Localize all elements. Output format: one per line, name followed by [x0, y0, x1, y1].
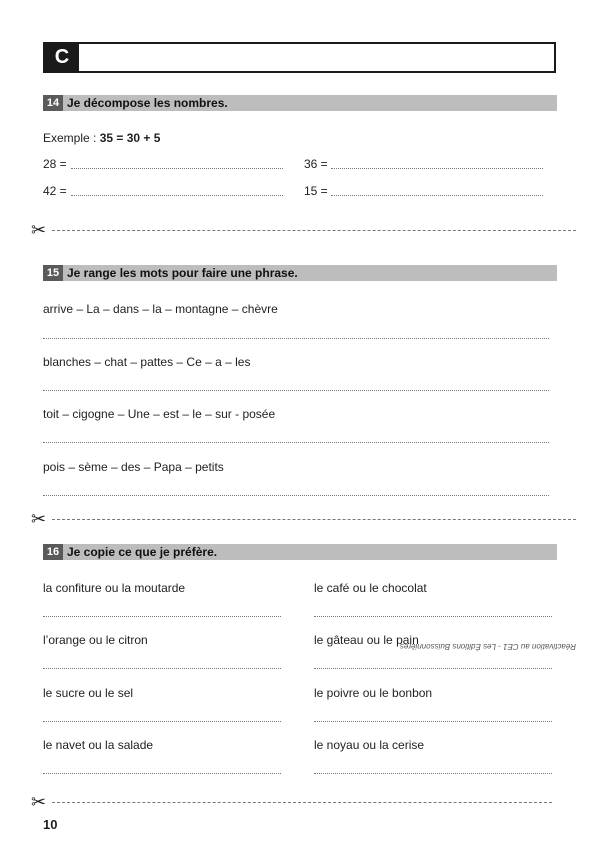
- answer-line[interactable]: [314, 721, 552, 722]
- example-label: Exemple :: [43, 131, 100, 145]
- example-value: 35 = 30 + 5: [99, 131, 161, 145]
- word-list: pois – sème – des – Papa – petits: [43, 460, 224, 474]
- choice-pair: le sucre ou le sel: [43, 686, 134, 700]
- answer-line[interactable]: [43, 338, 549, 339]
- answer-line[interactable]: [43, 495, 549, 496]
- answer-line[interactable]: [331, 168, 543, 169]
- cut-line: [52, 802, 552, 803]
- exercise-16-header: [43, 544, 557, 560]
- answer-line[interactable]: [314, 668, 552, 669]
- answer-line[interactable]: [314, 616, 552, 617]
- example-line: [43, 131, 160, 145]
- answer-line[interactable]: [43, 390, 549, 391]
- choice-pair: le café ou le chocolat: [314, 581, 427, 595]
- decompose-label-42: 42 =: [43, 184, 67, 198]
- answer-line[interactable]: [71, 168, 283, 169]
- section-header-box: [43, 42, 556, 73]
- decompose-label-28: 28 =: [43, 157, 67, 171]
- choice-pair: la confiture ou la moutarde: [43, 581, 186, 595]
- exercise-title: Je décompose les nombres.: [67, 96, 228, 110]
- answer-line[interactable]: [43, 616, 281, 617]
- decompose-label-15: 15 =: [304, 184, 328, 198]
- scissors-icon: ✂: [31, 792, 47, 812]
- choice-pair: le navet ou la salade: [43, 738, 154, 752]
- scissors-icon: ✂: [31, 220, 47, 240]
- answer-line[interactable]: [43, 668, 281, 669]
- word-list: toit – cigogne – Une – est – le – sur - posée: [43, 407, 276, 421]
- choice-pair: l’orange ou le citron: [43, 633, 148, 647]
- exercise-number: 16: [43, 544, 63, 560]
- scissors-icon: ✂: [31, 509, 47, 529]
- answer-line[interactable]: [43, 773, 281, 774]
- choice-pair: le poivre ou le bonbon: [314, 686, 433, 700]
- choice-pair: le noyau ou la cerise: [314, 738, 425, 752]
- exercise-title: Je copie ce que je préfère.: [67, 545, 218, 559]
- answer-line[interactable]: [43, 442, 549, 443]
- publisher-note: Réactivation au CE1 - Les Éditions Buissonnières: [399, 642, 576, 651]
- exercise-title: Je range les mots pour faire une phrase.: [67, 266, 298, 280]
- exercise-number: 14: [43, 95, 63, 111]
- cut-line: [52, 230, 576, 231]
- exercise-14-header: [43, 95, 557, 111]
- answer-line[interactable]: [331, 195, 543, 196]
- answer-line[interactable]: [71, 195, 283, 196]
- decompose-label-36: 36 =: [304, 157, 328, 171]
- choice-pair: le gâteau ou le pain: [314, 633, 419, 647]
- word-list: blanches – chat – pattes – Ce – a – les: [43, 355, 251, 369]
- cut-line: [52, 519, 576, 520]
- answer-line[interactable]: [43, 721, 281, 722]
- section-letter: C: [45, 44, 79, 71]
- exercise-number: 15: [43, 265, 63, 281]
- word-list: arrive – La – dans – la – montagne – chèvre: [43, 302, 278, 316]
- exercise-15-header: [43, 265, 557, 281]
- answer-line[interactable]: [314, 773, 552, 774]
- page-number: 10: [43, 817, 58, 832]
